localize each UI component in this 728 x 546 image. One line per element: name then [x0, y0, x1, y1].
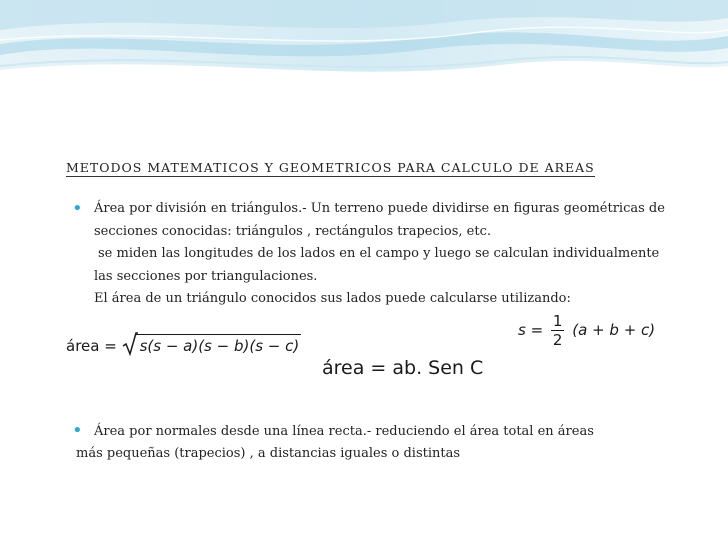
heron-formula	[66, 334, 301, 355]
fraction-denominator: 2	[552, 331, 563, 349]
s-lhs: s =	[518, 321, 548, 339]
bullet1-line1: Área por división en triángulos.- Un terreno puede dividirse en figuras geométricas de	[94, 201, 665, 216]
bullet1-line4: las secciones por triangulaciones.	[94, 268, 318, 284]
sqrt-icon	[122, 332, 138, 356]
slide-heading: METODOS MATEMATICOS Y GEOMETRICOS PARA CALCULO DE AREAS	[66, 160, 595, 175]
bullet2-line2: más pequeñas (trapecios) , a distancias iguales o distintas	[76, 446, 461, 461]
bullet-dot-icon: •	[72, 198, 83, 219]
sqrt-expression	[122, 334, 302, 355]
s-rhs: (a + b + c)	[572, 321, 656, 339]
heron-radicand: s(s − a)(s − b)(s − c)	[136, 334, 302, 355]
sine-area-formula: área = ab. Sen C	[322, 357, 484, 379]
decorative-banner	[0, 0, 728, 84]
bullet1-line3: se miden las longitudes de los lados en el campo y luego se calculan individualmente	[98, 246, 660, 261]
bullet1-line2: secciones conocidas: triángulos , rectángulos trapecios, etc.	[94, 223, 492, 239]
bullet-item	[72, 420, 692, 443]
bullet-triangulos	[72, 198, 692, 311]
bullet2-line1: Área por normales desde una línea recta.- reduciendo el área total en áreas	[94, 424, 594, 439]
heron-lhs: área =	[66, 337, 122, 355]
bullet-dot-icon: •	[72, 420, 83, 441]
bullet-normales	[72, 420, 692, 443]
fraction-numerator: 1	[552, 312, 563, 330]
fraction-one-half	[551, 312, 565, 349]
semiperimeter-formula	[518, 312, 655, 349]
bullet1-line5: El área de un triángulo conocidos sus lados puede calcularse utilizando:	[94, 291, 571, 306]
bullet-item	[72, 198, 692, 311]
